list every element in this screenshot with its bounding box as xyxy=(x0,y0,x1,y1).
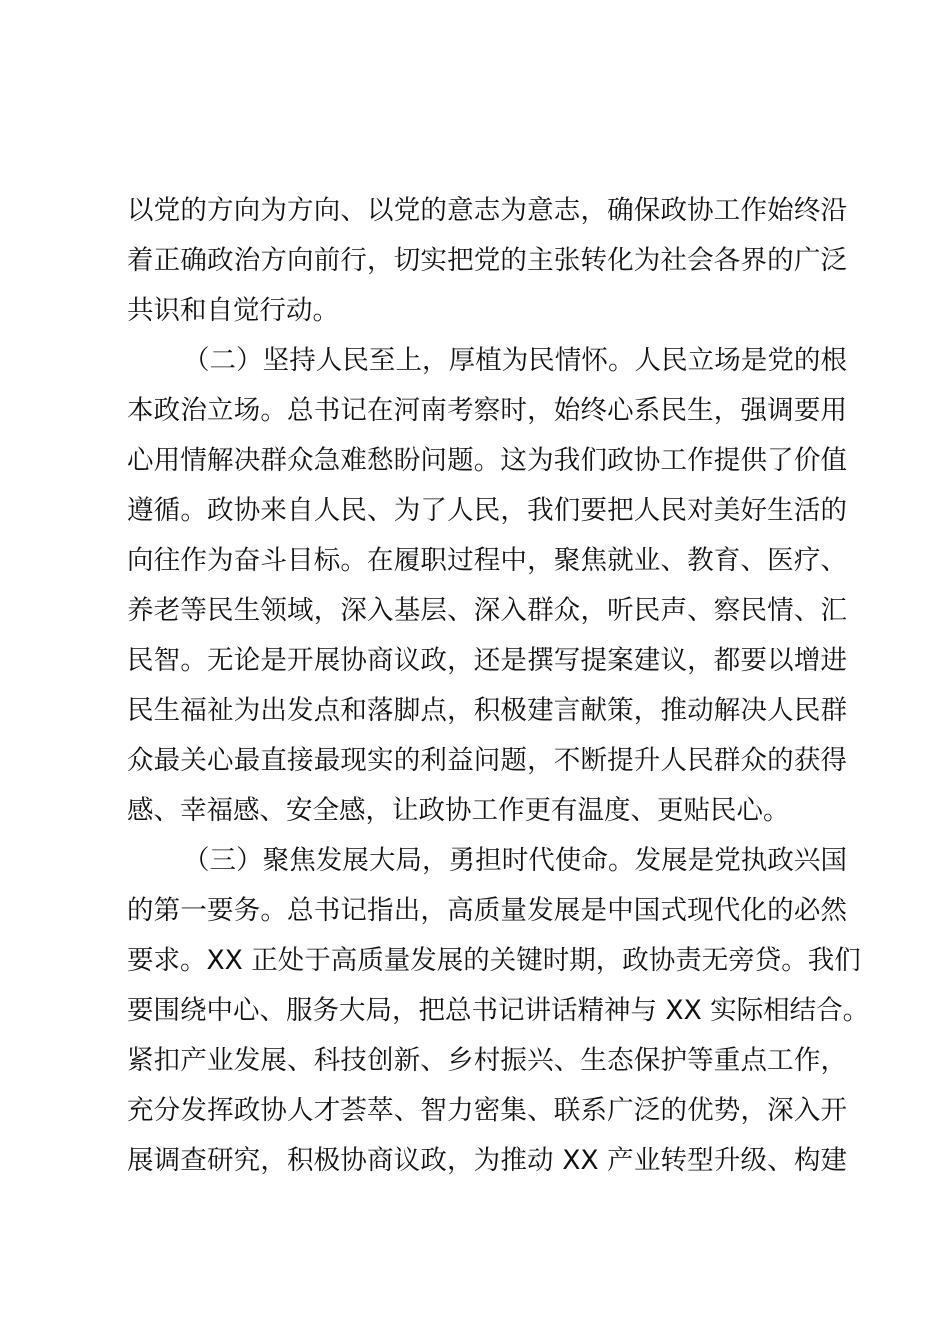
text-line: 要求。XX 正处于高质量发展的关键时期，政协责无旁贷。我们 xyxy=(127,945,861,976)
text-line: 的第一要务。总书记指出，高质量发展是中国式现代化的必然 xyxy=(127,895,847,926)
text-line: 养老等民生领域，深入基层、深入群众，听民声、察民情、汇 xyxy=(127,595,847,626)
text-line: 向往作为奋斗目标。在履职过程中，聚焦就业、教育、医疗、 xyxy=(127,545,847,576)
paragraph-heading-line: （三）聚焦发展大局，勇担时代使命。发展是党执政兴国 xyxy=(183,845,847,876)
paragraph-heading-line: （二）坚持人民至上，厚植为民情怀。人民立场是党的根 xyxy=(183,345,847,376)
text-line: 要围绕中心、服务大局，把总书记讲话精神与 XX 实际相结合。 xyxy=(127,995,870,1026)
document-body xyxy=(127,186,870,1186)
text-line: 着正确政治方向前行，切实把党的主张转化为社会各界的广泛 xyxy=(127,245,847,276)
text-line: 充分发挥政协人才荟萃、智力密集、联系广泛的优势，深入开 xyxy=(127,1095,847,1126)
text-line: 紧扣产业发展、科技创新、乡村振兴、生态保护等重点工作， xyxy=(127,1045,847,1076)
text-line: 民智。无论是开展协商议政，还是撰写提案建议，都要以增进 xyxy=(127,645,847,676)
text-line: 展调查研究，积极协商议政，为推动 XX 产业转型升级、构建 xyxy=(127,1145,847,1176)
text-line: 心用情解决群众急难愁盼问题。这为我们政协工作提供了价值 xyxy=(127,445,847,476)
text-line: 共识和自觉行动。 xyxy=(127,295,339,326)
text-line: 本政治立场。总书记在河南考察时，始终心系民生，强调要用 xyxy=(127,395,847,426)
text-line: 民生福祉为出发点和落脚点，积极建言献策，推动解决人民群 xyxy=(127,695,847,726)
text-line: 众最关心最直接最现实的利益问题，不断提升人民群众的获得 xyxy=(127,745,847,776)
text-line: 遵循。政协来自人民、为了人民，我们要把人民对美好生活的 xyxy=(127,495,847,526)
text-line: 感、幸福感、安全感，让政协工作更有温度、更贴民心。 xyxy=(127,795,790,826)
text-line: 以党的方向为方向、以党的意志为意志，确保政协工作始终沿 xyxy=(127,195,847,226)
